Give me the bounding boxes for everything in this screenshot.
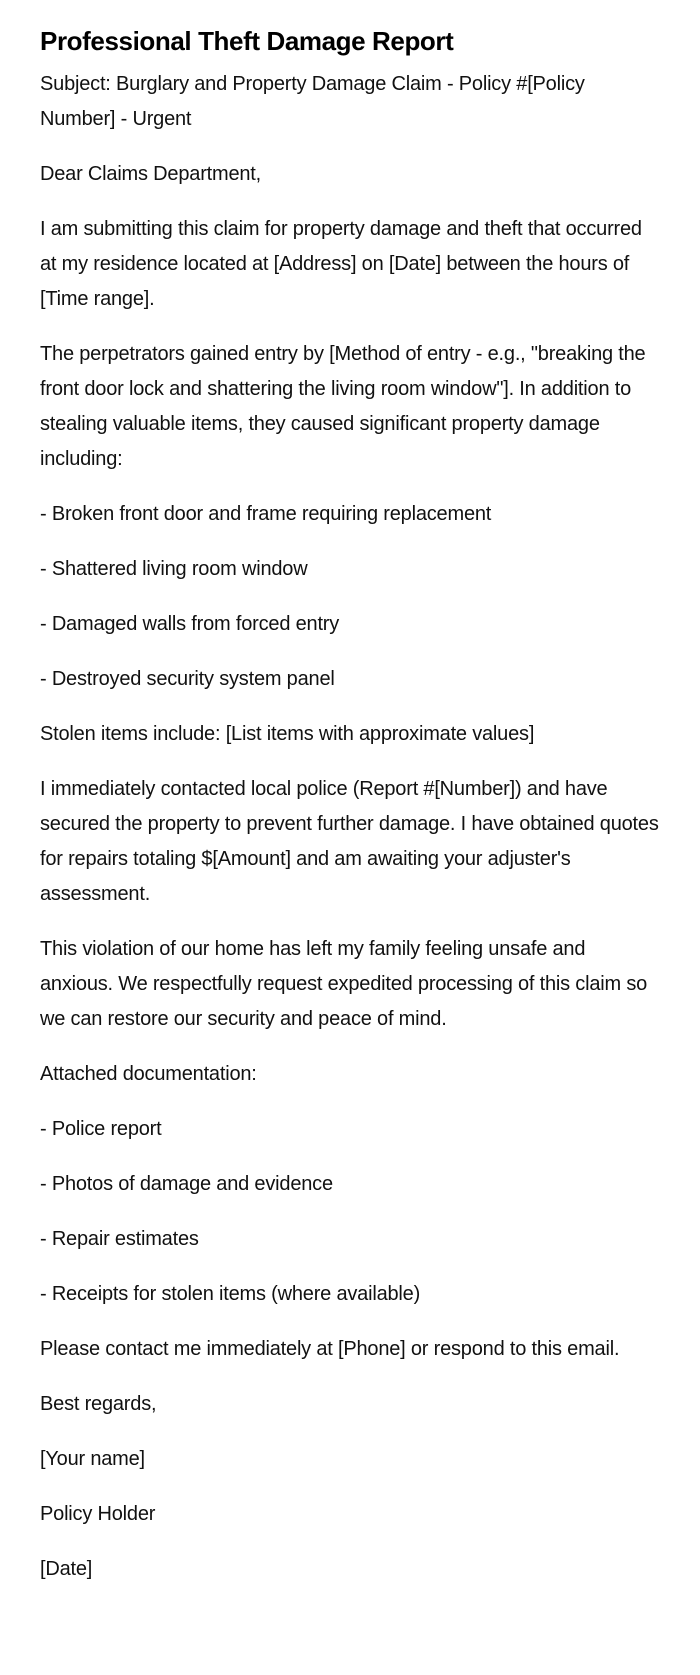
signature-role: Policy Holder bbox=[40, 1503, 156, 1525]
attachment-list-item: - Receipts for stolen items (where available) bbox=[40, 1283, 421, 1305]
attachments-heading: Attached documentation: bbox=[40, 1063, 257, 1085]
salutation: Dear Claims Department, bbox=[40, 163, 262, 185]
request-paragraph: This violation of our home has left my family feeling unsafe and anxious. We respectfully request expedited processing of this claim so we can restore our security and peace of mind. bbox=[40, 938, 648, 1030]
damage-list-item: - Shattered living room window bbox=[40, 558, 308, 580]
subject-line: Subject: Burglary and Property Damage Claim - Policy #[Policy Number] - Urgent bbox=[40, 73, 585, 130]
signature-name: [Your name] bbox=[40, 1448, 145, 1470]
attachment-list-item: - Police report bbox=[40, 1118, 162, 1140]
contact-paragraph: Please contact me immediately at [Phone] or respond to this email. bbox=[40, 1338, 620, 1360]
damage-list-item: - Destroyed security system panel bbox=[40, 668, 335, 690]
attachment-list-item: - Photos of damage and evidence bbox=[40, 1173, 333, 1195]
document-title: Professional Theft Damage Report bbox=[40, 26, 454, 56]
closing: Best regards, bbox=[40, 1393, 157, 1415]
stolen-items-line: Stolen items include: [List items with approximate values] bbox=[40, 723, 535, 745]
intro-paragraph: I am submitting this claim for property damage and theft that occurred at my residence located at [Address] on [Date] between the hours of [Time range]. bbox=[40, 218, 642, 310]
police-report-paragraph: I immediately contacted local police (Report #[Number]) and have secured the property to prevent further damage. I have obtained quotes for repairs totaling $[Amount] and am awaiting your adjuster's assessment. bbox=[40, 778, 659, 905]
entry-paragraph: The perpetrators gained entry by [Method of entry - e.g., "breaking the front door lock and shattering the living room window"]. In addition to stealing valuable items, they caused significant property damage including: bbox=[40, 343, 646, 470]
damage-list-item: - Damaged walls from forced entry bbox=[40, 613, 340, 635]
signature-date: [Date] bbox=[40, 1558, 93, 1580]
attachment-list-item: - Repair estimates bbox=[40, 1228, 199, 1250]
damage-list-item: - Broken front door and frame requiring replacement bbox=[40, 503, 492, 525]
